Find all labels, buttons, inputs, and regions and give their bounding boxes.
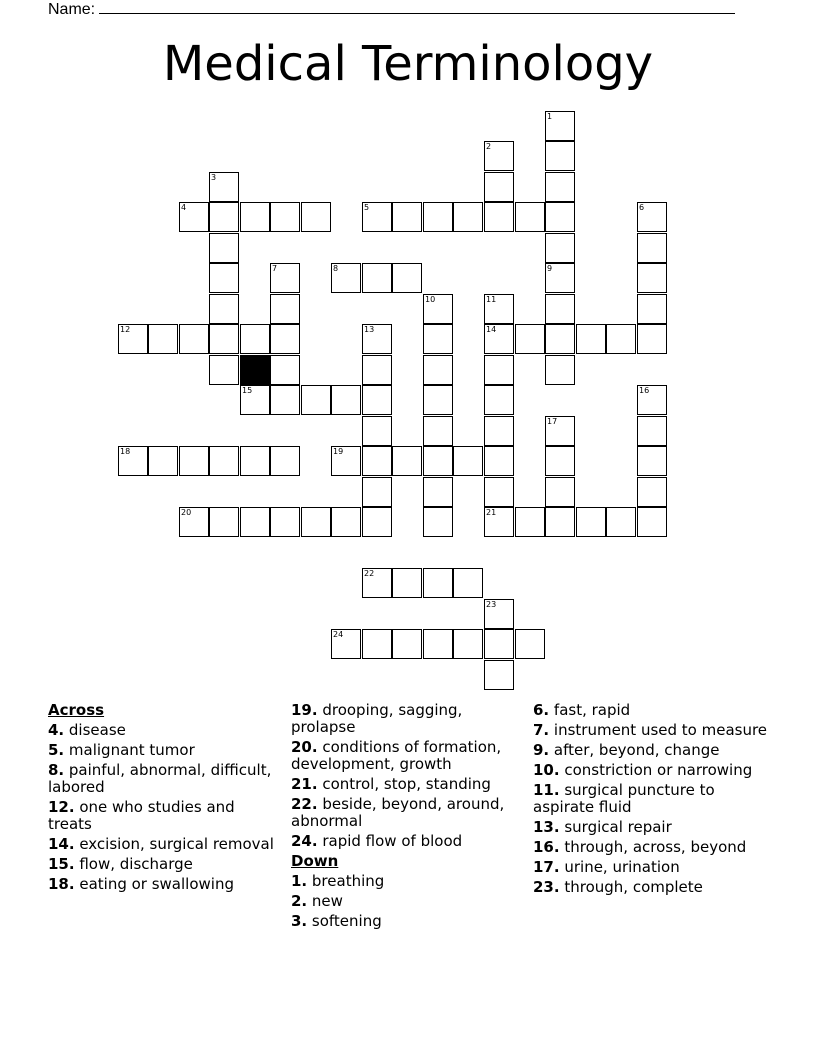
clue-item (48, 876, 278, 893)
grid-cell[interactable] (240, 324, 270, 354)
clue-text: urine, urination (559, 858, 680, 876)
grid-cell[interactable] (423, 446, 453, 476)
clue-number-label: 13. (533, 818, 560, 836)
grid-cell[interactable] (331, 629, 361, 659)
clue-item (533, 839, 773, 856)
clue-number: 13 (364, 325, 375, 334)
grid-cell[interactable] (301, 507, 331, 537)
grid-cell[interactable] (209, 233, 239, 263)
clue-number-label: 2. (291, 892, 308, 910)
grid-cell[interactable] (270, 263, 300, 293)
grid-cell[interactable] (148, 324, 178, 354)
across-header: Across (48, 701, 105, 719)
grid-cell[interactable] (423, 507, 453, 537)
grid-cell[interactable] (453, 446, 483, 476)
clue-item (48, 856, 278, 873)
grid-cell[interactable] (362, 477, 392, 507)
clue-number-label: 14. (48, 835, 75, 853)
grid-cell[interactable] (209, 172, 239, 202)
grid-cell[interactable] (331, 446, 361, 476)
grid-cell[interactable] (484, 141, 514, 171)
grid-cell[interactable] (270, 446, 300, 476)
clue-number: 24 (333, 630, 344, 639)
grid-cell[interactable] (423, 385, 453, 415)
grid-cell[interactable] (362, 202, 392, 232)
grid-cell[interactable] (545, 111, 575, 141)
grid-cell[interactable] (484, 660, 514, 690)
grid-cell[interactable] (637, 416, 667, 446)
clue-number: 4 (181, 203, 187, 212)
grid-cell[interactable] (301, 385, 331, 415)
grid-cell[interactable] (240, 446, 270, 476)
grid-cell[interactable] (453, 629, 483, 659)
clue-number-label: 7. (533, 721, 550, 739)
clue-item (48, 799, 278, 833)
grid-cell[interactable] (270, 507, 300, 537)
grid-cell[interactable] (362, 263, 392, 293)
clue-number-label: 11. (533, 781, 560, 799)
clue-text: painful, abnormal, difficult, labored (48, 761, 272, 796)
grid-cell[interactable] (209, 507, 239, 537)
clue-number-label: 21. (291, 775, 318, 793)
grid-cell[interactable] (606, 324, 636, 354)
clue-item (533, 722, 773, 739)
clue-number-label: 24. (291, 832, 318, 850)
clue-number: 12 (120, 325, 131, 334)
clue-text: one who studies and treats (48, 798, 235, 833)
clue-item (48, 722, 278, 739)
grid-cell[interactable] (270, 324, 300, 354)
clue-number-label: 16. (533, 838, 560, 856)
clue-number-label: 6. (533, 701, 550, 719)
grid-cell[interactable] (118, 446, 148, 476)
grid-cell[interactable] (515, 507, 545, 537)
clue-text: flow, discharge (74, 855, 193, 873)
grid-cell[interactable] (545, 263, 575, 293)
clue-number: 17 (547, 417, 558, 426)
clue-number: 15 (242, 386, 253, 395)
grid-cell[interactable] (484, 202, 514, 232)
clue-item (48, 836, 278, 853)
grid-cell[interactable] (270, 202, 300, 232)
grid-cell[interactable] (270, 385, 300, 415)
grid-cell[interactable] (545, 324, 575, 354)
grid-cell[interactable] (515, 202, 545, 232)
grid-cell[interactable] (362, 446, 392, 476)
clue-text: rapid flow of blood (317, 832, 463, 850)
grid-cell[interactable] (484, 324, 514, 354)
clue-number-label: 19. (291, 701, 318, 719)
clue-number: 7 (272, 264, 278, 273)
grid-cell[interactable] (484, 172, 514, 202)
clue-number: 20 (181, 508, 192, 517)
clue-text: surgical repair (559, 818, 672, 836)
grid-cell[interactable] (179, 202, 209, 232)
down-header: Down (291, 852, 339, 870)
grid-cell[interactable] (423, 477, 453, 507)
grid-cell[interactable] (484, 294, 514, 324)
clue-item (291, 873, 521, 890)
grid-cell[interactable] (392, 263, 422, 293)
grid-cell[interactable] (545, 294, 575, 324)
grid-cell[interactable] (179, 507, 209, 537)
clue-text: after, beyond, change (549, 741, 720, 759)
grid-cell[interactable] (240, 507, 270, 537)
clue-text: through, across, beyond (559, 838, 747, 856)
clue-number-label: 10. (533, 761, 560, 779)
grid-cell[interactable] (545, 202, 575, 232)
grid-cell[interactable] (637, 477, 667, 507)
clue-item (533, 879, 773, 896)
grid-cell[interactable] (392, 446, 422, 476)
grid-cell[interactable] (362, 416, 392, 446)
clue-text: fast, rapid (549, 701, 631, 719)
grid-cell[interactable] (179, 324, 209, 354)
grid-cell[interactable] (545, 233, 575, 263)
grid-cell[interactable] (209, 294, 239, 324)
clue-item (533, 859, 773, 876)
grid-cell[interactable] (240, 385, 270, 415)
puzzle-title: Medical Terminology (162, 36, 654, 92)
clue-text: conditions of formation, development, growth (291, 738, 502, 773)
grid-cell[interactable] (362, 324, 392, 354)
clue-text: disease (64, 721, 126, 739)
clue-number-label: 17. (533, 858, 560, 876)
grid-cell[interactable] (545, 141, 575, 171)
clue-number: 9 (547, 264, 553, 273)
grid-cell[interactable] (423, 324, 453, 354)
clue-number-label: 22. (291, 795, 318, 813)
grid-cell[interactable] (606, 507, 636, 537)
grid-cell[interactable] (637, 385, 667, 415)
clue-text: through, complete (559, 878, 703, 896)
grid-cell[interactable] (270, 355, 300, 385)
clue-number: 16 (639, 386, 650, 395)
grid-cell[interactable] (576, 324, 606, 354)
clue-number-label: 12. (48, 798, 75, 816)
clue-number-label: 9. (533, 741, 550, 759)
grid-cell[interactable] (545, 507, 575, 537)
clue-item (48, 742, 278, 759)
clue-item (533, 782, 773, 816)
grid-cell[interactable] (179, 446, 209, 476)
grid-cell[interactable] (576, 507, 606, 537)
grid-cell[interactable] (484, 416, 514, 446)
name-label: Name: (48, 1, 96, 18)
clue-item (533, 702, 773, 719)
grid-cell[interactable] (392, 629, 422, 659)
grid-cell[interactable] (484, 507, 514, 537)
grid-cell[interactable] (423, 568, 453, 598)
grid-cell[interactable] (392, 202, 422, 232)
clue-text: beside, beyond, around, abnormal (291, 795, 505, 830)
grid-cell[interactable] (423, 202, 453, 232)
grid-cell[interactable] (637, 294, 667, 324)
clue-number-label: 20. (291, 738, 318, 756)
grid-cell[interactable] (423, 294, 453, 324)
grid-cell[interactable] (423, 355, 453, 385)
grid-cell[interactable] (240, 202, 270, 232)
clue-item (48, 762, 278, 796)
grid-cell[interactable] (209, 355, 239, 385)
clues-column-2 (291, 702, 521, 933)
clue-number: 22 (364, 569, 375, 578)
clue-text: control, stop, standing (317, 775, 491, 793)
clue-item (291, 893, 521, 910)
clue-item (291, 739, 521, 773)
grid-cell[interactable] (545, 355, 575, 385)
grid-cell[interactable] (148, 446, 178, 476)
clue-number-label: 15. (48, 855, 75, 873)
grid-cell[interactable] (331, 385, 361, 415)
grid-cell[interactable] (453, 202, 483, 232)
grid-cell[interactable] (545, 172, 575, 202)
grid-cell[interactable] (209, 202, 239, 232)
clue-text: surgical puncture to aspirate fluid (533, 781, 715, 816)
grid-cell[interactable] (392, 568, 422, 598)
black-cell (240, 355, 270, 385)
clue-text: softening (307, 912, 382, 930)
clue-number-label: 5. (48, 741, 65, 759)
grid-cell[interactable] (484, 629, 514, 659)
grid-cell[interactable] (209, 263, 239, 293)
clue-number: 10 (425, 295, 436, 304)
clue-number-label: 1. (291, 872, 308, 890)
grid-cell[interactable] (362, 568, 392, 598)
clues-column-3 (533, 702, 773, 899)
grid-cell[interactable] (484, 385, 514, 415)
grid-cell[interactable] (545, 416, 575, 446)
grid-cell[interactable] (484, 477, 514, 507)
grid-cell[interactable] (118, 324, 148, 354)
grid-cell[interactable] (515, 629, 545, 659)
clue-text: excision, surgical removal (74, 835, 274, 853)
grid-cell[interactable] (362, 385, 392, 415)
clue-number-label: 4. (48, 721, 65, 739)
grid-cell[interactable] (515, 324, 545, 354)
clue-text: instrument used to measure (549, 721, 768, 739)
grid-cell[interactable] (637, 507, 667, 537)
clue-number: 5 (364, 203, 370, 212)
clue-text: constriction or narrowing (559, 761, 753, 779)
grid-cell[interactable] (362, 629, 392, 659)
clue-number: 18 (120, 447, 131, 456)
clue-item (291, 796, 521, 830)
clue-number-label: 18. (48, 875, 75, 893)
clue-text: malignant tumor (64, 741, 195, 759)
grid-cell[interactable] (484, 446, 514, 476)
grid-cell[interactable] (637, 324, 667, 354)
clue-text: new (307, 892, 343, 910)
clue-number-label: 3. (291, 912, 308, 930)
grid-cell[interactable] (209, 324, 239, 354)
clue-number: 8 (333, 264, 339, 273)
clue-number-label: 8. (48, 761, 65, 779)
clue-number: 1 (547, 112, 553, 121)
grid-cell[interactable] (545, 477, 575, 507)
grid-cell[interactable] (423, 629, 453, 659)
clue-number: 19 (333, 447, 344, 456)
grid-cell[interactable] (331, 263, 361, 293)
grid-cell[interactable] (637, 446, 667, 476)
grid-cell[interactable] (637, 263, 667, 293)
grid-cell[interactable] (362, 355, 392, 385)
clue-number: 2 (486, 142, 492, 151)
clue-item (533, 819, 773, 836)
clue-number: 3 (211, 173, 217, 182)
grid-cell[interactable] (301, 202, 331, 232)
clue-number: 6 (639, 203, 645, 212)
grid-cell[interactable] (423, 416, 453, 446)
clue-number: 21 (486, 508, 497, 517)
grid-cell[interactable] (362, 507, 392, 537)
clue-number-label: 23. (533, 878, 560, 896)
clue-item (291, 776, 521, 793)
clue-item (291, 913, 521, 930)
grid-cell[interactable] (331, 507, 361, 537)
clue-text: drooping, sagging, prolapse (291, 701, 463, 736)
grid-cell[interactable] (484, 355, 514, 385)
grid-cell[interactable] (637, 233, 667, 263)
clue-item (291, 833, 521, 850)
grid-cell[interactable] (270, 294, 300, 324)
clue-item (291, 702, 521, 736)
grid-cell[interactable] (484, 599, 514, 629)
grid-cell[interactable] (545, 446, 575, 476)
clue-text: eating or swallowing (74, 875, 234, 893)
clue-text: breathing (307, 872, 385, 890)
clue-number: 11 (486, 295, 497, 304)
grid-cell[interactable] (453, 568, 483, 598)
clue-item (533, 762, 773, 779)
grid-cell[interactable] (209, 446, 239, 476)
clue-item (533, 742, 773, 759)
clues-column-1 (48, 702, 278, 896)
grid-cell[interactable] (637, 202, 667, 232)
clue-number: 23 (486, 600, 497, 609)
clue-number: 14 (486, 325, 497, 334)
